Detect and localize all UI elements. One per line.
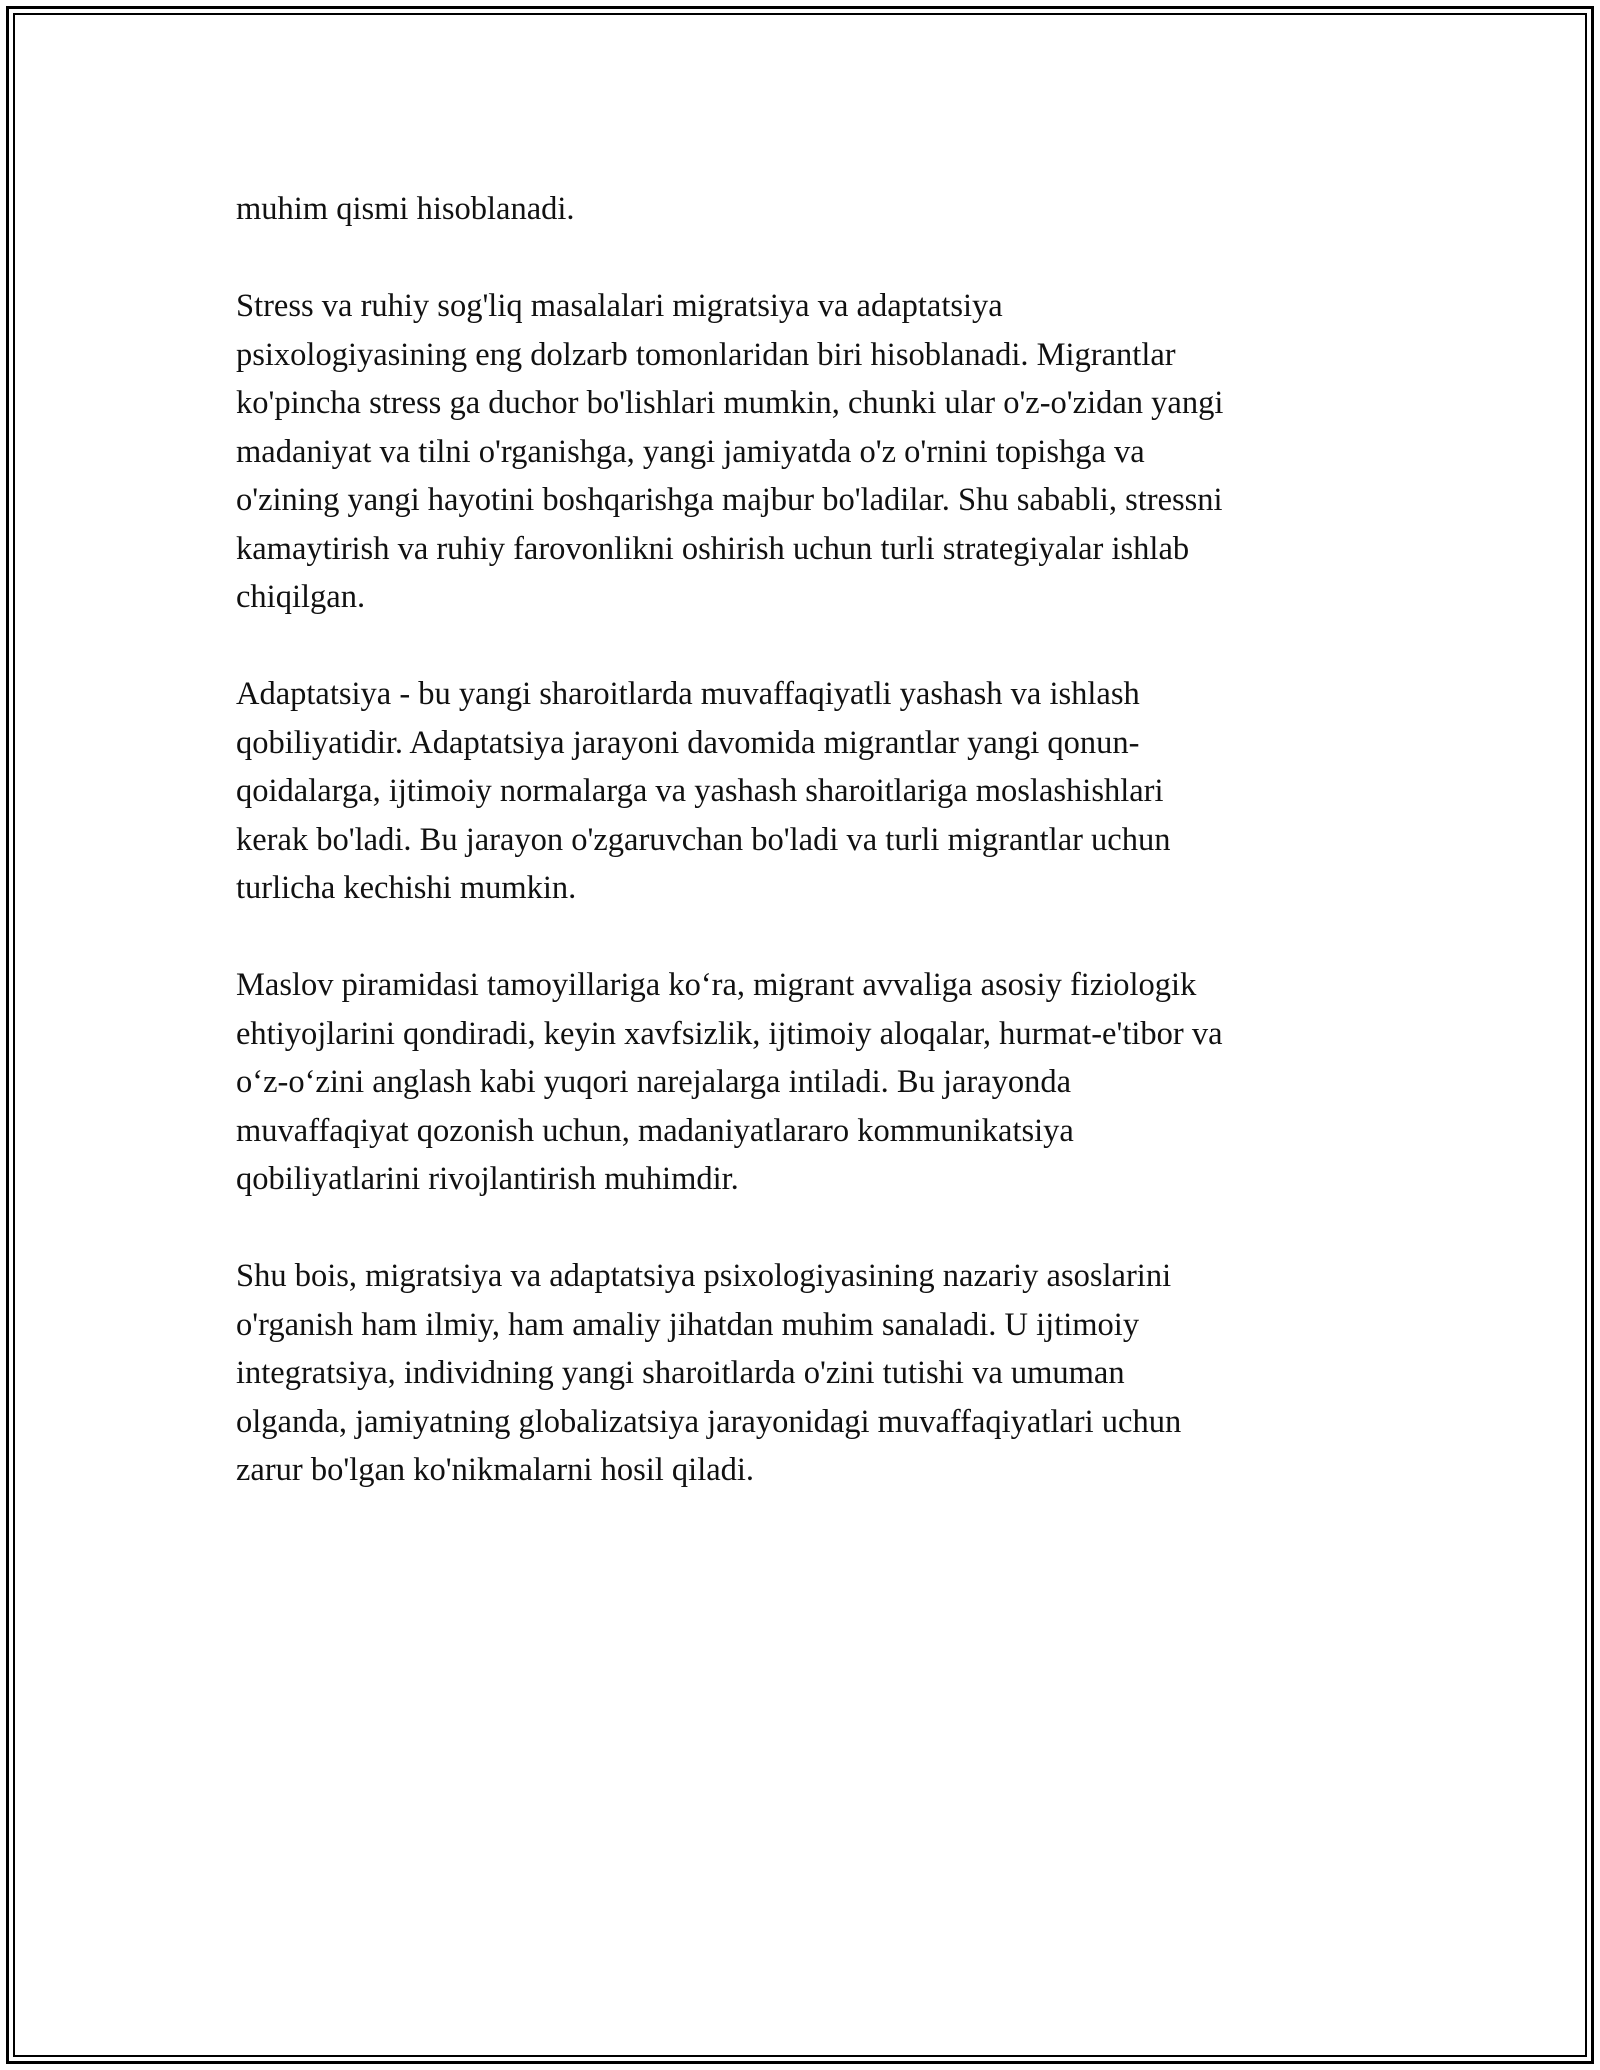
paragraph-conclusion: Shu bois, migratsiya va adaptatsiya psixologiyasining nazariy asoslarini o'rganish ham ilmiy, ham amaliy jihatdan muhim sanaladi. U ijtimoiy integratsiya, individning yangi sharoitlarda o'zini tutishi va umuman olganda, jamiyatning globalizatsiya jarayonidagi muvaffaqiyatlari uchun zarur bo'lgan ko'nikmalarni hosil qiladi.: [236, 1258, 1182, 1488]
paragraph-adaptation: Adaptatsiya - bu yangi sharoitlarda muvaffaqiyatli yashash va ishlash qobiliyatidir. Adaptatsiya jarayoni davomida migrantlar yangi qonun- qoidalarga, ijtimoiy normalarga va yashash sharoitlariga moslashishlari kerak bo'ladi. Bu jarayon o'zgaruvchan bo'ladi va turli migrantlar uchun turlicha kechishi mumkin.: [236, 676, 1171, 906]
document-body: [236, 185, 1366, 1543]
paragraph-stress-mental-health: Stress va ruhiy sog'liq masalalari migratsiya va adaptatsiya psixologiyasining eng dolzarb tomonlaridan biri hisoblanadi. Migrantlar ko'pincha stress ga duchor bo'lishlari mumkin, chunki ular o'z-o'zidan yangi madaniyat va tilni o'rganishga, yangi jamiyatda o'z o'rnini topishga va o'zining yangi hayotini boshqarishga majbur bo'ladilar. Shu sababli, stressni kamaytirish va ruhiy farovonlikni oshirish uchun turli strategiyalar ishlab chiqilgan.: [236, 288, 1224, 615]
paragraph-maslow-pyramid: Maslov piramidasi tamoyillariga ko‘ra, migrant avvaliga asosiy fiziologik ehtiyojlarini qondiradi, keyin xavfsizlik, ijtimoiy aloqalar, hurmat-e'tibor va o‘z-o‘zini anglash kabi yuqori narejalarga intiladi. Bu jarayonda muvaffaqiyat qozonish uchun, madaniyatlararo kommunikatsiya qobiliyatlarini rivojlantirish muhimdir.: [236, 967, 1223, 1197]
paragraph-continuation: muhim qismi hisoblanadi.: [236, 191, 575, 227]
